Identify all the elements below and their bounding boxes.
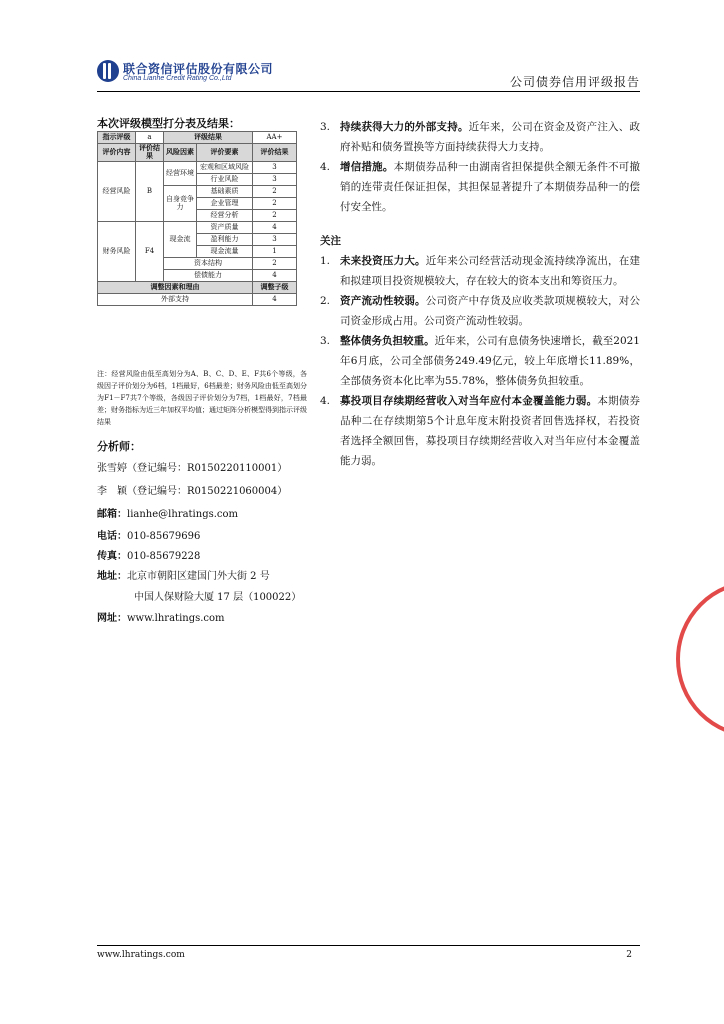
website-line <box>97 609 225 624</box>
table-cell: 风险因素 <box>164 144 197 162</box>
item-title: 募投项目存续期经营收入对当年应付本金覆盖能力弱。 <box>340 395 598 407</box>
fax-line <box>97 547 200 562</box>
item-title: 持续获得大力的外部支持。 <box>340 121 469 133</box>
page-number: 2 <box>626 950 632 960</box>
phone-line <box>97 527 200 542</box>
table-cell: 2 <box>253 209 297 221</box>
table-cell: B <box>136 161 164 221</box>
table-cell: 偿债能力 <box>164 269 253 281</box>
table-row <box>98 293 297 305</box>
item-text: 本期债券品种一由湖南省担保提供全额无条件不可撤销的连带责任保证担保，其担保显著提升了本期债券品种一的偿付安全性。 <box>340 161 641 213</box>
table-cell: 财务风险 <box>98 221 136 281</box>
company-name-en: China Lianhe Credit Rating Co.,Ltd <box>123 75 232 82</box>
item-number: 4. <box>320 395 331 407</box>
list-item <box>320 157 640 217</box>
table-cell: AA+ <box>253 132 297 144</box>
table-row <box>98 144 297 162</box>
table-cell: 基础素质 <box>197 185 253 197</box>
item-title: 资产流动性较弱。 <box>340 295 426 307</box>
rating-model-table <box>97 131 297 306</box>
address-value-1: 北京市朝阳区建国门外大街 2 号 <box>127 571 270 582</box>
footer-divider <box>97 945 640 946</box>
item-number: 3. <box>320 121 331 133</box>
item-text: 近年来公司经营活动现金流持续净流出，在建和拟建项目投资规模较大，存在较大的资本支出和筹资压力。 <box>340 255 641 287</box>
analysts-heading: 分析师： <box>97 440 141 453</box>
item-title: 未来投资压力大。 <box>340 255 426 267</box>
table-cell: 评价结果 <box>136 144 164 162</box>
list-item <box>320 391 640 471</box>
table-cell: 1 <box>253 245 297 257</box>
footer-url[interactable]: www.lhratings.com <box>97 950 185 960</box>
list-item <box>320 331 640 391</box>
table-cell: 3 <box>253 233 297 245</box>
item-text: 近年来，公司有息债务快速增长，截至2021年6月底，公司全部债务249.49亿元，较上年底增长11.89%，全部债务资本化比率为55.78%，整体债务负担较重。 <box>340 335 640 387</box>
table-cell: 2 <box>253 197 297 209</box>
table-cell: 自身竞争力 <box>164 185 197 221</box>
table-cell: 经营风险 <box>98 161 136 221</box>
table-cell: 调整因素和理由 <box>98 281 253 293</box>
analyst-1: 张雪婷（登记编号：R0150220110001） <box>97 463 288 474</box>
table-cell: F4 <box>136 221 164 281</box>
website-label: 网址： <box>97 613 127 624</box>
table-cell: 4 <box>253 221 297 233</box>
table-row <box>98 132 297 144</box>
concerns-heading: 关注 <box>320 235 341 247</box>
table-cell: 行业风险 <box>197 173 253 185</box>
table-cell: 宏观和区域风险 <box>197 161 253 173</box>
table-cell: 评级结果 <box>164 132 253 144</box>
item-title: 增信措施。 <box>340 161 394 173</box>
table-cell: 资产质量 <box>197 221 253 233</box>
table-cell: 2 <box>253 257 297 269</box>
table-cell: 经营环境 <box>164 161 197 185</box>
email-line <box>97 505 238 520</box>
table-row <box>98 281 297 293</box>
report-title: 公司债券信用评级报告 <box>509 75 640 89</box>
table-cell: 资本结构 <box>164 257 253 269</box>
address-label: 地址： <box>97 571 127 582</box>
item-number: 4. <box>320 161 331 173</box>
company-name-cn: 联合资信评估股份有限公司 <box>123 62 274 76</box>
table-note: 注：经营风险由低至高划分为A、B、C、D、E、F共6个等级，各级因子评价划分为6档，1档最好，6档最差；财务风险由低至高划分为F1－F7共7个等级，各级因子评价划分为7档，1档最好，7档最差；财务指标为近三年加权平均值；通过矩阵分析模型得到指示评级结果 <box>97 370 307 426</box>
table-cell: 3 <box>253 173 297 185</box>
address-value-2: 中国人保财险大厦 17 层（100022） <box>134 592 302 603</box>
website-value[interactable]: www.lhratings.com <box>127 613 225 624</box>
table-cell: 评价内容 <box>98 144 136 162</box>
table-cell: 4 <box>253 293 297 305</box>
table-row <box>98 221 297 233</box>
analyst-2: 李 颖（登记编号：R0150221060004） <box>97 486 288 497</box>
item-title: 整体债务负担较重。 <box>340 335 435 347</box>
company-seal-stamp <box>676 580 724 738</box>
item-text: 近年来，公司在资金及资产注入、政府补贴和债务置换等方面持续获得大力支持。 <box>340 121 641 153</box>
table-title: 本次评级模型打分表及结果： <box>97 117 240 130</box>
phone-label: 电话： <box>97 531 127 542</box>
item-text: 公司资产中存货及应收类款项规模较大，对公司资金形成占用。公司资产流动性较弱。 <box>340 295 641 327</box>
table-cell: 现金流 <box>164 221 197 257</box>
address-line <box>97 567 270 582</box>
list-item <box>320 117 640 157</box>
table-cell: 现金流量 <box>197 245 253 257</box>
item-number: 3. <box>320 335 331 347</box>
table-cell: 经营分析 <box>197 209 253 221</box>
list-item <box>320 291 640 331</box>
strengths-risks-column <box>320 117 640 471</box>
fax-value: 010-85679228 <box>127 551 201 562</box>
item-number: 1. <box>320 255 331 267</box>
table-cell: 盈利能力 <box>197 233 253 245</box>
table-cell: 外部支持 <box>98 293 253 305</box>
table-cell: 企业管理 <box>197 197 253 209</box>
fax-label: 传真： <box>97 551 127 562</box>
table-cell: 指示评级 <box>98 132 136 144</box>
list-item <box>320 251 640 291</box>
email-value[interactable]: lianhe@lhratings.com <box>127 509 239 520</box>
company-logo-icon <box>97 60 119 82</box>
table-cell: 4 <box>253 269 297 281</box>
table-cell: a <box>136 132 164 144</box>
phone-value: 010-85679696 <box>127 531 201 542</box>
table-row <box>98 161 297 173</box>
table-cell: 调整子级 <box>253 281 297 293</box>
table-cell: 评价要素 <box>197 144 253 162</box>
email-label: 邮箱： <box>97 509 127 520</box>
item-text: 本期债券品种二在存续期第5个计息年度末附投资者回售选择权，若投资者选择全额回售，募投项目存续期经营收入对当年应付本金覆盖能力弱。 <box>340 395 641 467</box>
header-divider <box>97 91 640 92</box>
table-cell: 2 <box>253 185 297 197</box>
table-cell: 3 <box>253 161 297 173</box>
table-cell: 评价结果 <box>253 144 297 162</box>
item-number: 2. <box>320 295 331 307</box>
